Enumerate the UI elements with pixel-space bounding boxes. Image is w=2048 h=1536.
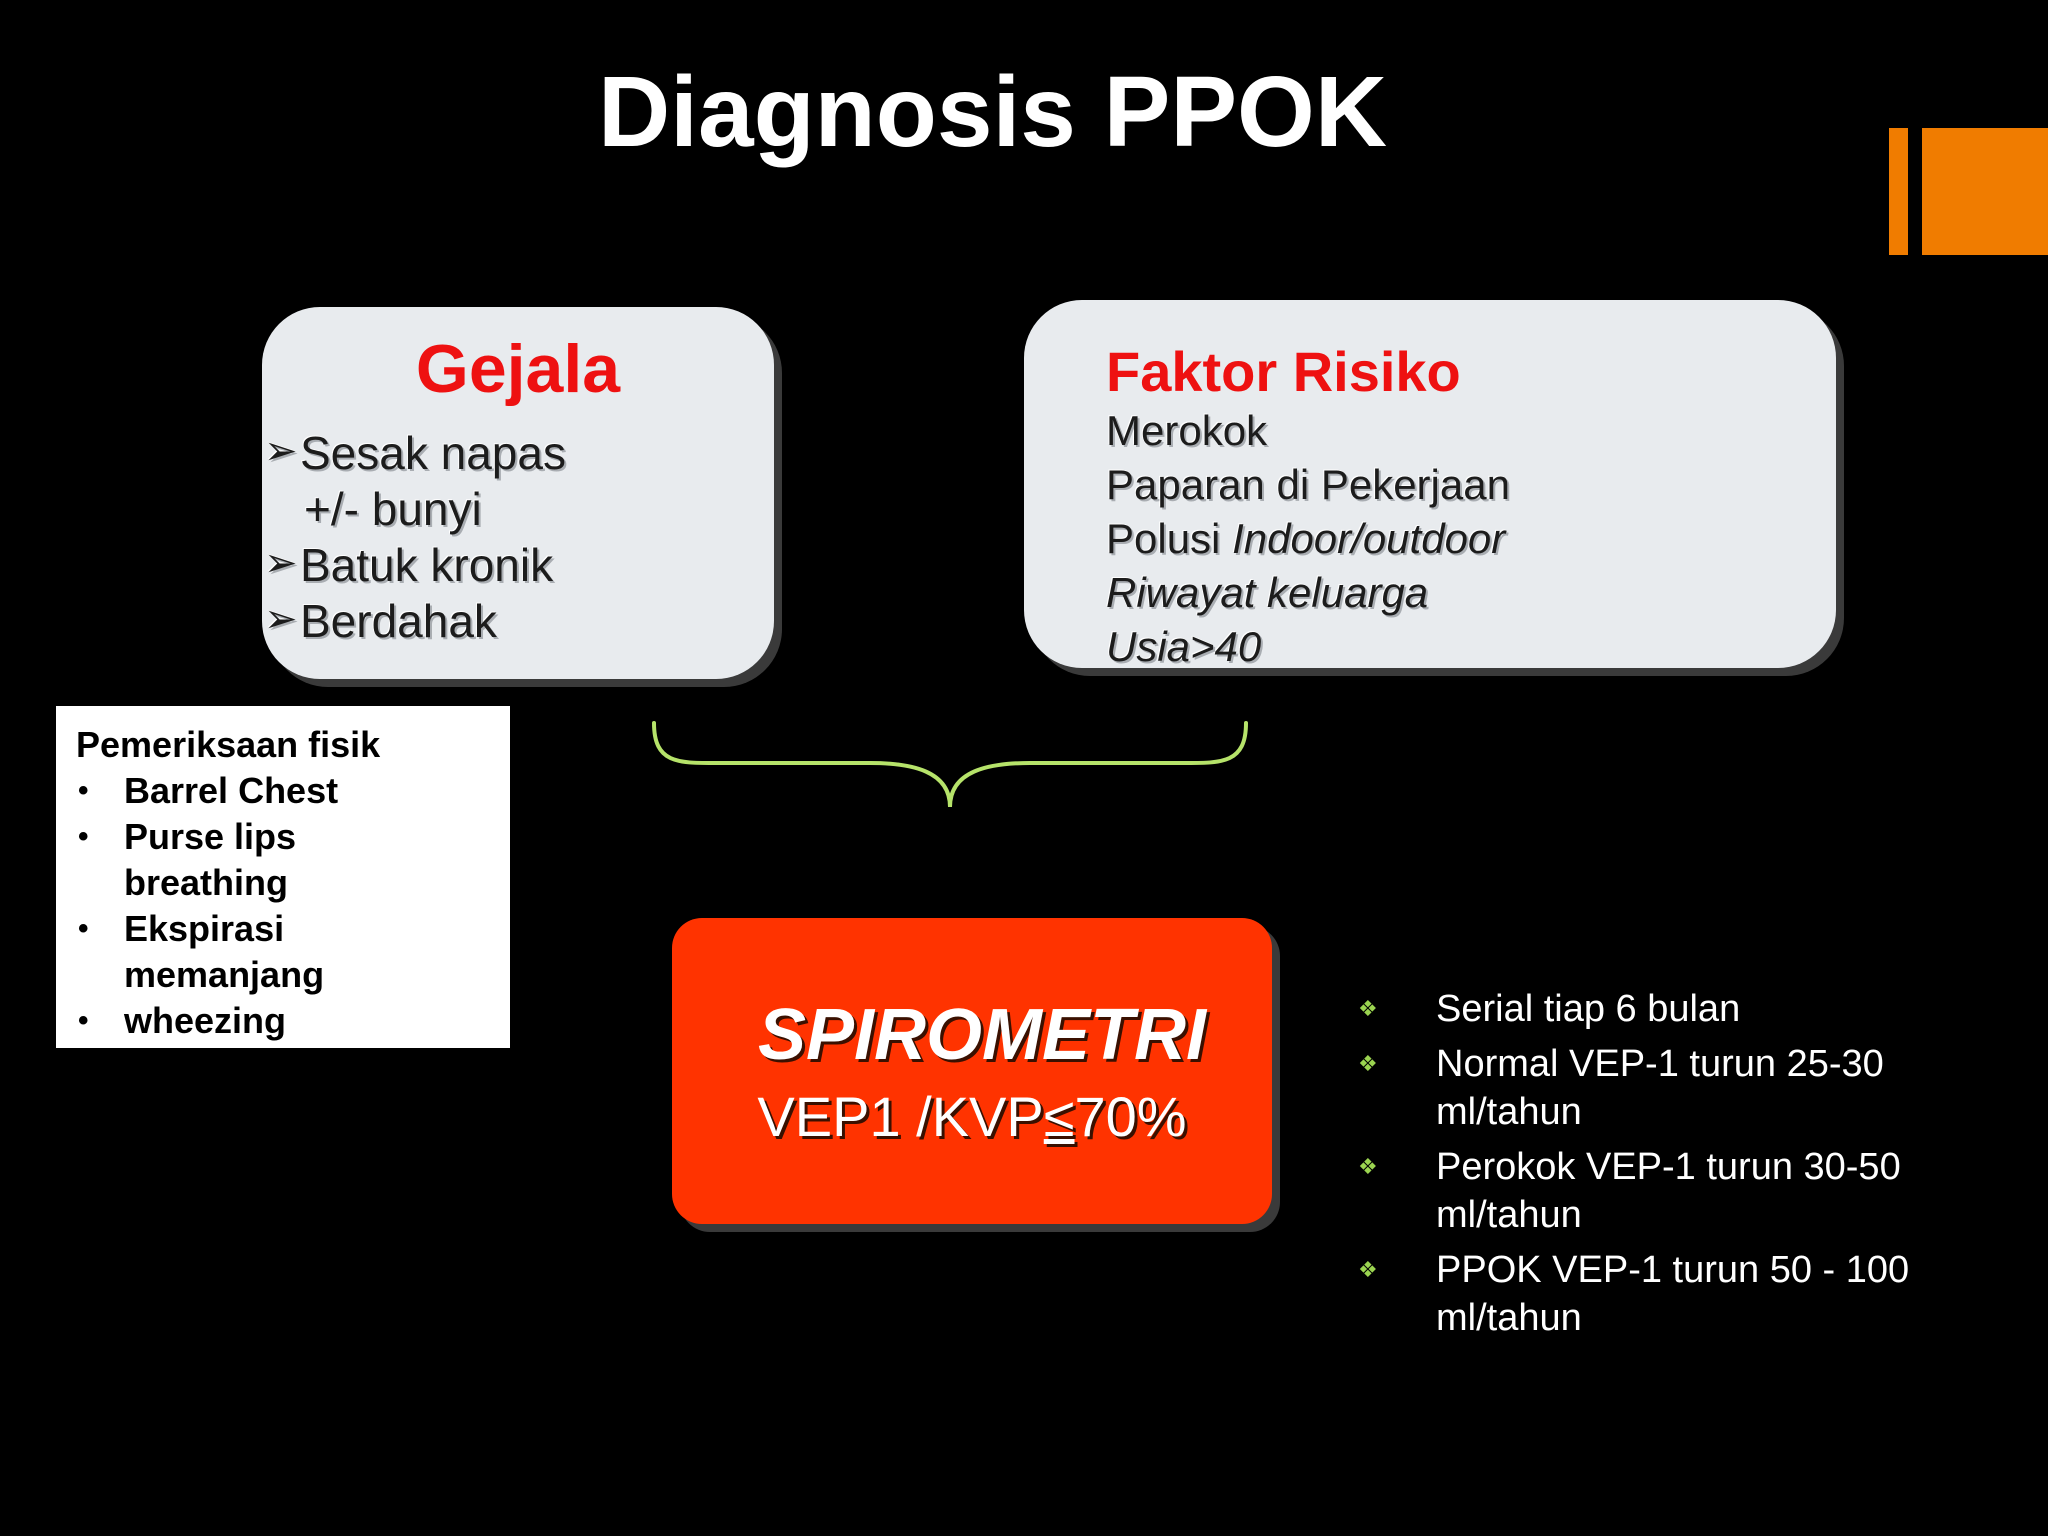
fisik-item-text: Barrel Chest <box>124 770 339 811</box>
note-item-text: Normal VEP-1 turun 25-30 <box>1436 1043 1884 1085</box>
note-item-text: ml/tahun <box>1436 1297 1582 1339</box>
faktor-item-riwayat: Riwayat keluarga <box>1106 569 1429 616</box>
gejala-item-text: Sesak napas <box>300 427 566 479</box>
slide-title: Diagnosis PPOK <box>597 56 1388 168</box>
spirometri-box <box>672 918 1272 1224</box>
bullet-dot-icon: • <box>78 774 89 807</box>
spirometry-notes-list <box>1352 985 1909 1349</box>
fisik-item <box>76 998 510 1044</box>
fisik-item-text: breathing <box>124 862 289 903</box>
faktor-polusi-prefix: Polusi <box>1106 515 1233 562</box>
gejala-item-text: Berdahak <box>300 595 497 647</box>
accent-bar-wide <box>1922 128 2048 255</box>
spirometri-ratio-symbol: ≤ <box>1043 1085 1075 1148</box>
faktor-item-polusi <box>1106 512 1510 566</box>
fisik-item <box>76 768 510 814</box>
gejala-item <box>262 537 566 593</box>
pemeriksaan-fisik-box <box>56 706 510 1048</box>
gejala-item-text: +/- bunyi <box>304 483 482 535</box>
gejala-item-text: Batuk kronik <box>300 539 554 591</box>
faktor-risiko-list <box>1106 404 1510 674</box>
diamond-bullet-icon: ❖ <box>1358 1154 1378 1179</box>
fisik-item-text: memanjang <box>124 954 325 995</box>
curly-brace-connector-icon <box>640 715 1260 815</box>
gejala-panel <box>262 307 774 679</box>
spirometri-title: SPIROMETRI <box>757 995 1207 1075</box>
note-item-text: Perokok VEP-1 turun 30-50 <box>1436 1146 1901 1188</box>
diamond-bullet-icon: ❖ <box>1358 996 1378 1021</box>
accent-bar-thin <box>1889 128 1908 255</box>
arrowhead-bullet-icon: ➢ <box>264 429 298 473</box>
note-item <box>1352 1246 1909 1342</box>
note-item-text: PPOK VEP-1 turun 50 - 100 <box>1436 1249 1910 1291</box>
note-item-text: Serial tiap 6 bulan <box>1436 988 1741 1030</box>
pemeriksaan-fisik-list <box>76 768 510 1044</box>
note-item-text: ml/tahun <box>1436 1091 1582 1133</box>
fisik-item <box>76 814 510 906</box>
faktor-polusi-italic: Indoor/outdoor <box>1232 515 1506 562</box>
faktor-item-merokok: Merokok <box>1106 407 1268 454</box>
note-item-text: ml/tahun <box>1436 1194 1582 1236</box>
fisik-item <box>76 906 510 998</box>
gejala-list <box>262 425 566 649</box>
note-item <box>1352 1143 1909 1239</box>
gejala-title: Gejala <box>415 331 621 407</box>
gejala-item-continuation <box>262 481 566 537</box>
diamond-bullet-icon: ❖ <box>1358 1257 1378 1282</box>
bullet-dot-icon: • <box>78 1004 89 1037</box>
faktor-item-paparan: Paparan di Pekerjaan <box>1106 461 1510 508</box>
note-item <box>1352 985 1909 1033</box>
note-item <box>1352 1040 1909 1136</box>
gejala-item <box>262 425 566 481</box>
gejala-item <box>262 593 566 649</box>
pemeriksaan-fisik-title: Pemeriksaan fisik <box>76 724 381 765</box>
faktor-risiko-title: Faktor Risiko <box>1106 340 1461 403</box>
arrowhead-bullet-icon: ➢ <box>264 541 298 585</box>
spirometri-ratio <box>672 1084 1272 1149</box>
bullet-dot-icon: • <box>78 912 89 945</box>
faktor-item-usia: Usia>40 <box>1106 623 1262 670</box>
faktor-risiko-panel <box>1024 300 1836 668</box>
fisik-item-text: Purse lips <box>124 816 297 857</box>
arrowhead-bullet-icon: ➢ <box>264 597 298 641</box>
spirometri-ratio-label: VEP1 /KVP <box>757 1085 1044 1148</box>
spirometri-ratio-value: 70% <box>1074 1085 1187 1148</box>
fisik-item-text: Ekspirasi <box>124 908 285 949</box>
diamond-bullet-icon: ❖ <box>1358 1051 1378 1076</box>
bullet-dot-icon: • <box>78 820 89 853</box>
fisik-item-text: wheezing <box>124 1000 287 1041</box>
